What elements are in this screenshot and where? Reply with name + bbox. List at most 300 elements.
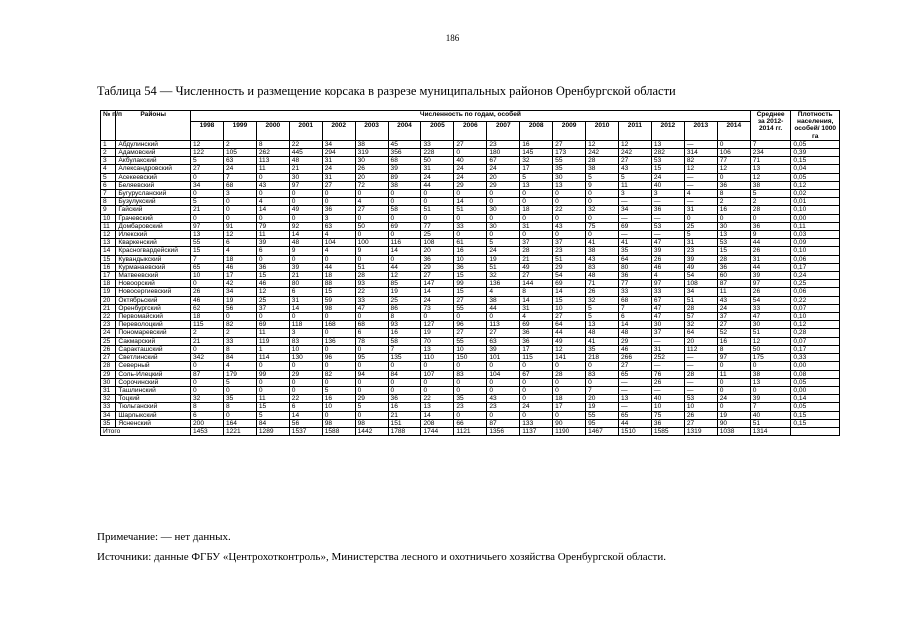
total-value: 1038 [717,427,750,435]
year-value: 51 [355,263,388,271]
year-value: — [651,231,684,239]
average-value: 234 [750,149,791,157]
table-row [101,157,840,165]
year-value: 0 [487,362,520,370]
year-value: 200 [191,419,224,427]
year-value: 53 [717,239,750,247]
year-value: 46 [191,296,224,304]
average-value: 30 [750,321,791,329]
average-value: 33 [750,304,791,312]
year-value: 80 [289,280,322,288]
total-value: 1467 [586,427,619,435]
year-value: 36 [256,263,289,271]
year-value: 0 [388,378,421,386]
district-name: Соль-Илецкий [116,370,191,378]
year-header: 2009 [553,121,586,140]
year-value: 108 [421,239,454,247]
year-value: 29 [421,263,454,271]
year-value: 0 [553,386,586,394]
year-value: 10 [454,255,487,263]
year-value: 69 [553,280,586,288]
table-row [101,296,840,304]
year-value: 48 [289,157,322,165]
year-value: 69 [520,321,553,329]
table-row [101,263,840,271]
density-value: 0,01 [791,198,840,206]
year-value: 107 [421,370,454,378]
year-value: 0 [487,214,520,222]
year-value: 150 [454,354,487,362]
year-value: 47 [651,313,684,321]
year-value: 10 [651,403,684,411]
year-value: 218 [586,354,619,362]
row-number: 18 [101,280,116,288]
year-value: 62 [191,304,224,312]
year-value: 87 [487,419,520,427]
year-value: 87 [717,280,750,288]
table-row [101,370,840,378]
density-value: 0,07 [791,337,840,345]
year-value: 11 [717,370,750,378]
year-value: 0 [454,411,487,419]
year-value: 23 [487,140,520,148]
year-value: 32 [487,272,520,280]
year-value: 97 [651,280,684,288]
year-value: 0 [256,362,289,370]
year-value: 9 [289,247,322,255]
year-value: 27 [520,272,553,280]
table-caption: Таблица 54 — Численность и размещение корсака в разрезе муниципальных районов Оренбургской области [97,84,676,98]
total-value: 1221 [223,427,256,435]
district-name: Северный [116,362,191,370]
year-value: 21 [191,337,224,345]
average-value: 26 [750,288,791,296]
year-value: — [651,214,684,222]
average-value: 51 [750,329,791,337]
district-name: Бузулукский [116,198,191,206]
row-number: 26 [101,345,116,353]
year-value: 24 [520,403,553,411]
year-value: 0 [322,378,355,386]
table-row [101,247,840,255]
district-name: Илекский [116,231,191,239]
year-value: 67 [651,296,684,304]
year-value: 39 [651,247,684,255]
density-value: 0,00 [791,214,840,222]
average-value: 13 [750,378,791,386]
year-value: 0 [256,173,289,181]
year-value: 6 [619,313,652,321]
year-value: 0 [717,378,750,386]
year-value: 147 [421,280,454,288]
year-value: 5 [487,239,520,247]
year-value: 51 [454,206,487,214]
year-value: 7 [388,345,421,353]
year-value: 13 [520,181,553,189]
year-value: 14 [421,288,454,296]
row-number: 31 [101,386,116,394]
year-value: 0 [322,411,355,419]
total-value: 1442 [355,427,388,435]
total-value: 1588 [322,427,355,435]
row-number: 29 [101,370,116,378]
year-value: 0 [322,190,355,198]
year-value: 26 [355,165,388,173]
total-value: 1453 [191,427,224,435]
year-value: 16 [520,140,553,148]
year-value: 19 [388,288,421,296]
density-value: 0,25 [791,280,840,288]
year-value: 11 [256,329,289,337]
row-number: 25 [101,337,116,345]
year-value: 17 [520,165,553,173]
year-value: 29 [355,395,388,403]
year-value: 0 [322,362,355,370]
total-value: 1289 [256,427,289,435]
district-name: Красногвардейский [116,247,191,255]
year-value: 70 [421,337,454,345]
year-value: 0 [421,190,454,198]
year-value: 0 [454,386,487,394]
district-name: Оренбургский [116,304,191,312]
density-value: 0,04 [791,165,840,173]
table-sources: Источники: данные ФГБУ «Центрохотконтроль», Министерства лесного и охотничьего хозяйства Оренбургской области. [97,551,666,563]
year-value: 22 [355,288,388,296]
table-row [101,231,840,239]
year-value: 108 [684,280,717,288]
year-value: 0 [586,214,619,222]
district-name: Сакмарский [116,337,191,345]
year-value: 84 [256,419,289,427]
year-value: 31 [322,157,355,165]
year-value: 64 [684,329,717,337]
total-value: 1744 [421,427,454,435]
row-number: 33 [101,403,116,411]
year-header: 1998 [191,121,224,140]
year-header: 1999 [223,121,256,140]
year-value: — [684,362,717,370]
year-value: 98 [322,419,355,427]
year-value: 30 [289,173,322,181]
year-value: 59 [322,296,355,304]
year-value: 86 [388,304,421,312]
year-value: 1 [256,345,289,353]
year-value: 0 [520,395,553,403]
year-value: — [651,386,684,394]
average-value: 44 [750,263,791,271]
year-value: 68 [223,181,256,189]
district-name: Переволоцкий [116,321,191,329]
year-value: 9 [586,181,619,189]
year-value: 0 [256,190,289,198]
year-value: 54 [553,272,586,280]
total-value: 1190 [553,427,586,435]
year-value: 173 [553,149,586,157]
year-value: 151 [388,419,421,427]
year-value: 15 [454,288,487,296]
year-value: 0 [223,313,256,321]
year-value: 36 [454,263,487,271]
year-value: 40 [651,181,684,189]
year-value: 0 [520,190,553,198]
year-value: 97 [289,181,322,189]
header-num: № п/п [101,111,116,141]
average-value: 2 [750,198,791,206]
density-value: 0,10 [791,206,840,214]
density-value: 0,15 [791,411,840,419]
year-value: 14 [520,296,553,304]
year-value: 180 [487,149,520,157]
year-value: 16 [388,403,421,411]
year-value: 10 [553,304,586,312]
year-value: 106 [717,149,750,157]
year-value: 27 [553,313,586,321]
year-value: 4 [520,313,553,321]
year-value: 99 [454,280,487,288]
year-value: 24 [223,165,256,173]
year-value: 29 [289,370,322,378]
year-value: 25 [421,231,454,239]
year-value: 8 [223,403,256,411]
year-value: 5 [256,411,289,419]
year-value: 35 [553,165,586,173]
year-value: 36 [651,206,684,214]
year-value: 16 [388,329,421,337]
year-value: 6 [355,329,388,337]
year-value: 0 [322,329,355,337]
year-value: 47 [651,304,684,312]
year-value: 46 [256,280,289,288]
year-value: 0 [355,255,388,263]
year-value: 43 [717,296,750,304]
year-value: 38 [487,296,520,304]
average-value: 0 [750,386,791,394]
year-value: 78 [355,337,388,345]
year-value: 36 [651,419,684,427]
year-value: 0 [454,149,487,157]
year-value: 0 [322,255,355,263]
year-value: 22 [553,206,586,214]
year-value: 69 [256,321,289,329]
year-value: 5 [586,304,619,312]
year-value: 0 [520,214,553,222]
year-value: 34 [322,140,355,148]
average-value: 39 [750,395,791,403]
table-row [101,386,840,394]
year-header: 2013 [684,121,717,140]
year-value: 33 [223,337,256,345]
density-value: 0,05 [791,173,840,181]
year-value: 46 [651,263,684,271]
average-value: 7 [750,403,791,411]
year-value: 14 [256,206,289,214]
row-number: 16 [101,263,116,271]
row-number: 15 [101,255,116,263]
year-value: 14 [553,288,586,296]
year-value: 12 [223,231,256,239]
year-value: 58 [388,337,421,345]
average-value: 38 [750,181,791,189]
year-value: 31 [322,173,355,181]
year-header-row [101,121,840,140]
year-value: 30 [651,321,684,329]
year-value: 21 [289,165,322,173]
year-value: — [684,140,717,148]
year-value: 130 [289,354,322,362]
year-value: 12 [191,140,224,148]
row-number: 34 [101,411,116,419]
year-value: — [619,378,652,386]
district-name: Домбаровский [116,222,191,230]
year-value: 0 [289,214,322,222]
year-value: 44 [322,263,355,271]
year-value: 0 [223,411,256,419]
density-value: 0,33 [791,354,840,362]
year-value: 38 [586,247,619,255]
density-value: 0,00 [791,362,840,370]
average-value: 5 [750,190,791,198]
year-value: — [651,198,684,206]
district-name: Акбулакский [116,157,191,165]
year-value: 27 [717,321,750,329]
year-value: 314 [684,149,717,157]
year-value: 0 [586,198,619,206]
year-value: 97 [717,354,750,362]
year-value: — [684,198,717,206]
year-value: 0 [421,313,454,321]
year-value: 55 [586,411,619,419]
year-value: 75 [651,411,684,419]
year-value: 69 [388,222,421,230]
year-value: 33 [619,288,652,296]
year-value: 84 [388,370,421,378]
year-value: 14 [289,304,322,312]
year-value: 0 [388,214,421,222]
year-value: — [651,362,684,370]
total-value: 1356 [487,427,520,435]
year-value: 60 [717,272,750,280]
year-value: 18 [191,313,224,321]
year-value: 3 [619,190,652,198]
year-value: 179 [223,370,256,378]
year-value: 6 [256,247,289,255]
year-value: 25 [256,296,289,304]
year-value: — [684,354,717,362]
year-value: 11 [717,288,750,296]
year-value: 4 [322,247,355,255]
year-value: 0 [586,231,619,239]
table-row [101,329,840,337]
year-value: 46 [223,263,256,271]
year-value: 20 [684,337,717,345]
year-value: 36 [619,272,652,280]
density-value: 0,22 [791,296,840,304]
data-table [100,110,840,436]
year-value: 75 [586,222,619,230]
year-value: 0 [520,386,553,394]
year-header: 2000 [256,121,289,140]
year-value: 0 [520,198,553,206]
year-value: 0 [256,386,289,394]
year-value: 8 [520,288,553,296]
year-value: 88 [322,280,355,288]
year-value: 8 [223,345,256,353]
year-value: 83 [586,263,619,271]
year-value: 2 [223,329,256,337]
year-value: 28 [553,370,586,378]
table-row [101,222,840,230]
year-value: 15 [256,272,289,280]
year-value: 18 [520,206,553,214]
year-value: 28 [717,255,750,263]
year-value: 68 [619,296,652,304]
year-value: 79 [256,222,289,230]
year-value: 4 [684,190,717,198]
year-value: 11 [256,395,289,403]
year-header: 2001 [289,121,322,140]
year-value: 5 [586,313,619,321]
density-value: 0,11 [791,222,840,230]
year-value: 0 [191,378,224,386]
district-name: Бугурусланский [116,190,191,198]
year-value: 31 [520,222,553,230]
density-value: 0,15 [791,419,840,427]
year-value: 6 [289,288,322,296]
total-value: 1319 [684,427,717,435]
year-value: 69 [619,222,652,230]
year-value: 17 [520,345,553,353]
year-value: 67 [520,370,553,378]
year-value: 45 [388,140,421,148]
year-value: 118 [289,321,322,329]
year-value: 26 [651,378,684,386]
year-value: 0 [553,214,586,222]
year-value: 27 [454,296,487,304]
row-number: 3 [101,157,116,165]
year-value: 21 [191,206,224,214]
year-value: 24 [322,165,355,173]
year-value: 13 [651,140,684,148]
year-value: 0 [355,231,388,239]
year-value: 0 [355,378,388,386]
year-value: 42 [223,280,256,288]
year-value: 0 [388,231,421,239]
year-value: 39 [487,345,520,353]
row-number: 1 [101,140,116,148]
year-value: 49 [520,263,553,271]
year-value: 0 [454,378,487,386]
year-value: 16 [322,395,355,403]
row-number: 2 [101,149,116,157]
year-value: 23 [684,247,717,255]
year-value: 113 [487,321,520,329]
year-value: 93 [355,280,388,288]
year-value: 41 [586,239,619,247]
district-name: Курманаевский [116,263,191,271]
year-value: 0 [355,214,388,222]
density-value: 0,17 [791,345,840,353]
year-value: 58 [388,206,421,214]
year-value: 0 [553,190,586,198]
year-value: 12 [586,140,619,148]
year-value: 43 [553,222,586,230]
year-value: 27 [322,181,355,189]
year-value: 145 [520,149,553,157]
year-value: 55 [553,157,586,165]
table-body [101,140,840,435]
year-value: 25 [388,296,421,304]
year-value: 21 [520,255,553,263]
